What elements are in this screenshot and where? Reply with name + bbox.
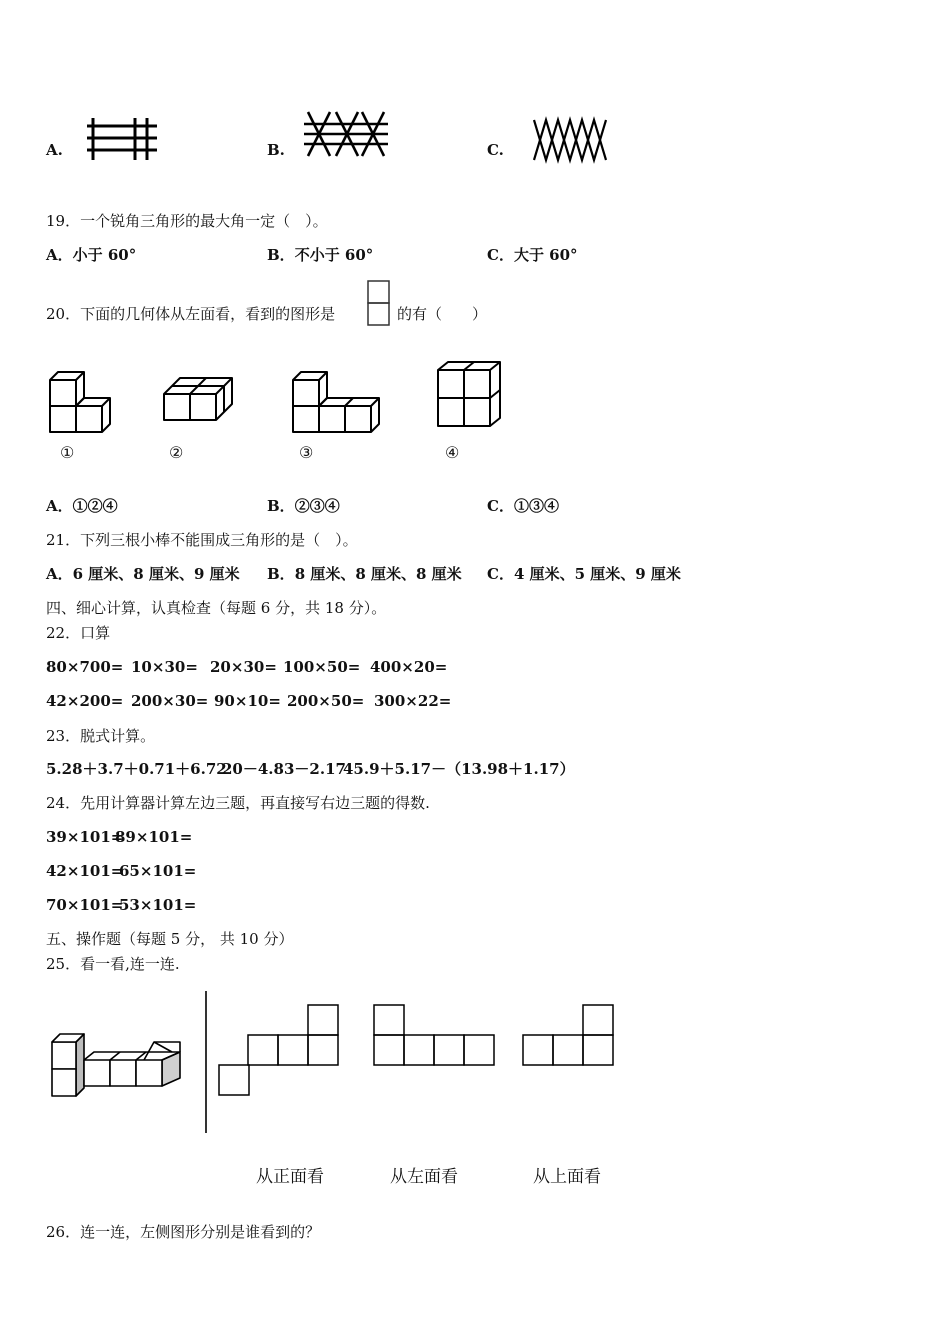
q23-stem: 23．脱式计算。 [46,727,156,745]
q25-view-grid-1 [217,1003,341,1097]
section4-title: 四、细心计算，认真检查（每题 6 分，共 18 分）。 [46,599,387,617]
q22-row1-item-1: 80×700= [46,658,124,676]
q20-solid-2-figure [160,374,238,426]
q18-option-c-figure [532,116,608,164]
option-text: 不小于 60° [294,246,374,264]
q22-row2-item-5: 300×22= [374,692,452,710]
q20-figure-label-1: ① [60,443,75,462]
q22-row1-item-4: 100×50= [283,658,361,676]
q25-view-top: 从上面看 [533,1167,601,1187]
q24-row3-right: 53×101= [119,896,197,914]
q21-option-b[interactable] [267,565,462,583]
option-label: C． [487,246,514,264]
q20-solid-4-figure [434,358,504,430]
q24-row1-left: 39×101= [46,828,124,846]
q21-option-a[interactable] [46,565,240,583]
q18-option-b-figure [302,110,390,158]
option-label: B． [267,246,295,264]
q24-row1-right: 89×101= [115,828,193,846]
q25-stem: 25．看一看,连一连. [46,955,180,973]
q20-solid-1-figure [45,370,115,440]
q21-stem: 21．下列三根小棒不能围成三角形的是（ ）。 [46,531,358,549]
option-label: A． [46,497,73,515]
option-text: ②③④ [294,497,340,515]
option-label: B． [267,565,295,583]
q20-option-a[interactable] [46,497,118,515]
option-text: 大于 60° [513,246,578,264]
q22-row1-item-2: 10×30= [131,658,198,676]
q25-view-grid-2 [372,1003,496,1067]
q20-figure-label-2: ② [169,443,184,462]
q25-view-front: 从正面看 [256,1167,324,1187]
q19-option-a[interactable] [46,246,136,264]
option-text: 4 厘米、5 厘米、9 厘米 [513,565,681,583]
q20-solid-3-figure [288,370,382,440]
q19-option-b[interactable] [267,246,373,264]
option-label: A． [46,565,73,583]
q25-divider [203,990,209,1134]
q18-option-a-label: A. [46,141,63,159]
section5-title: 五、操作题（每题 5 分， 共 10 分） [46,930,294,948]
q18-option-b-label: B. [267,141,285,159]
q23-item-1: 5.28＋3.7＋0.71＋6.72 [46,760,227,778]
option-text: ①②④ [72,497,118,515]
option-label: A． [46,246,73,264]
q26-stem: 26．连一连，左侧图形分别是谁看到的？ [46,1223,321,1241]
q19-stem: 19．一个锐角三角形的最大角一定（ ）。 [46,212,328,230]
q22-stem: 22．口算 [46,624,111,642]
q24-row3-left: 70×101= [46,896,124,914]
option-label: C． [487,497,514,515]
q20-figure-label-3: ③ [299,443,314,462]
q23-item-2: 20－4.83－2.17 [222,760,346,778]
q20-figure-label-4: ④ [445,443,460,462]
q25-view-left: 从左面看 [390,1167,458,1187]
option-text: 6 厘米、8 厘米、9 厘米 [72,565,240,583]
q24-row2-left: 42×101= [46,862,124,880]
q19-option-c[interactable] [487,246,578,264]
q20-option-b[interactable] [267,497,340,515]
q22-row2-item-3: 90×10= [214,692,281,710]
option-text: 8 厘米、8 厘米、8 厘米 [294,565,462,583]
q22-row2-item-2: 200×30= [131,692,209,710]
q18-option-a-figure [85,116,160,162]
q22-row1-item-5: 400×20= [370,658,448,676]
q24-stem: 24．先用计算器计算左边三题，再直接写右边三题的得数. [46,794,430,812]
q20-target-view-figure [366,279,392,329]
q18-option-c-label: C. [487,141,504,159]
q22-row1-item-3: 20×30= [210,658,277,676]
q20-stem-after: 的有（ ） [397,305,488,323]
q23-item-3: 45.9＋5.17－（13.98＋1.17） [343,760,575,778]
q24-row2-right: 65×101= [119,862,197,880]
q21-option-c[interactable] [487,565,681,583]
q25-view-grid-3 [521,1003,615,1067]
option-label: B． [267,497,295,515]
option-text: 小于 60° [72,246,137,264]
q22-row2-item-4: 200×50= [287,692,365,710]
q20-stem-before: 20．下面的几何体从左面看，看到的图形是 [46,305,336,323]
q25-solid-figure [48,1030,184,1098]
q20-option-c[interactable] [487,497,559,515]
q22-row2-item-1: 42×200= [46,692,124,710]
option-text: ①③④ [513,497,559,515]
option-label: C． [487,565,514,583]
